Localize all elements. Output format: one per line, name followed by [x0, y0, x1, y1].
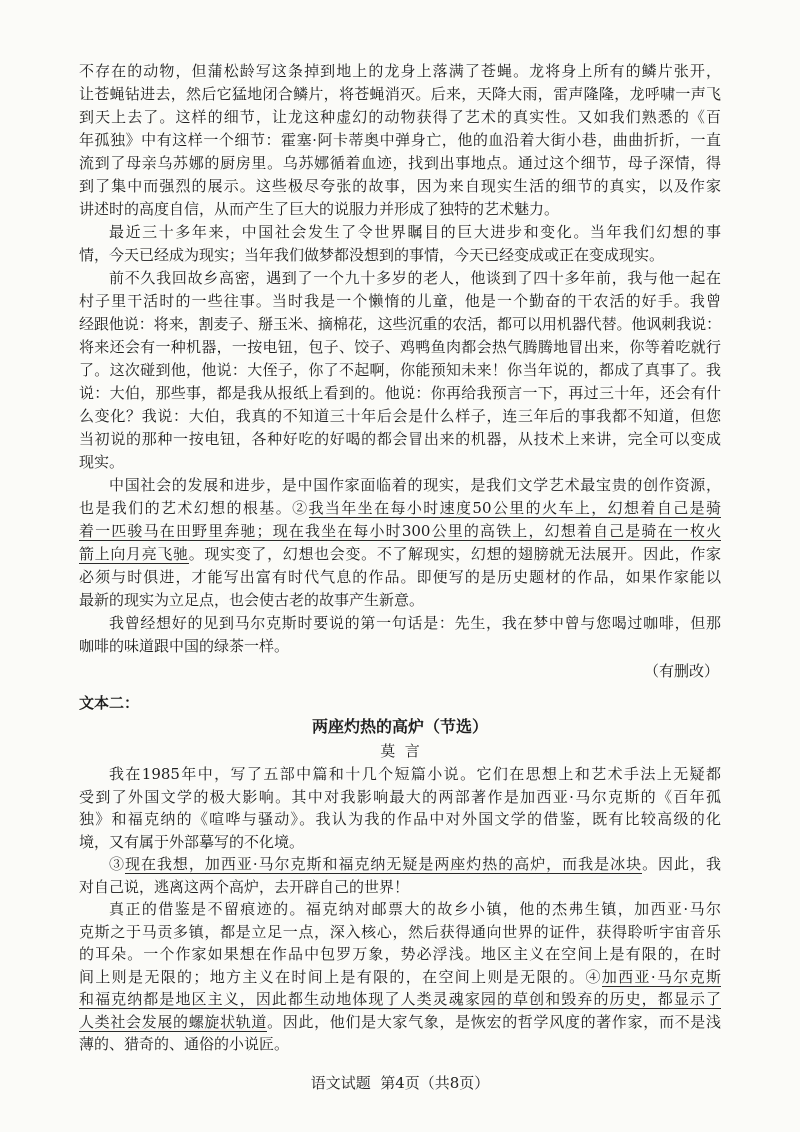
passage-content: [79, 60, 721, 1056]
text-line: [79, 520, 721, 543]
text-line: [79, 1011, 721, 1034]
text-line: [79, 1033, 721, 1056]
text-line: [79, 221, 721, 244]
text-line: [79, 175, 721, 198]
text-run: 。因此，我: [642, 855, 721, 873]
text-run: 说：大伯，那些事，都是我从报纸上看到的。他说：你再给我预言一下，再过三十年，还会有什: [79, 384, 721, 402]
text-run: 到天上去了。这样的细节，让龙这种虚幻的动物获得了艺术的真实性。又如我们熟悉的《百: [79, 108, 721, 126]
text-run: 对自己说，逃离这两个高炉，去开辟自己的世界！: [79, 877, 410, 896]
text-line: [79, 451, 721, 474]
text-line: [79, 267, 721, 290]
text-run: 村子里干活时的一些往事。当时我是一个懒惰的儿童，他是一个勤奋的干农活的好手。我曾: [79, 292, 721, 310]
text-line: [79, 763, 721, 786]
text-run: 将来还会有一种机器，一按电钮，包子、饺子、鸡鸭鱼肉都会热气腾腾地冒出来，你等着吃就行: [79, 338, 721, 356]
text-run: 我曾经想好的见到马尔克斯时要说的第一句话是：先生，我在梦中曾与您喝过咖啡，但那: [109, 614, 721, 632]
text-line: [79, 786, 721, 809]
text-run: 流到了母亲乌苏娜的厨房里。乌苏娜循着血迹，找到出事地点。通过这个细节，母子深情，得: [79, 154, 721, 172]
text-line: [79, 198, 721, 221]
text-run: 薄的、猎奇的、通俗的小说匠。: [79, 1035, 290, 1053]
text-line: [79, 612, 721, 635]
text-line: [79, 474, 721, 497]
text-line: [79, 808, 721, 831]
underlined-sentence: 人类社会发展的螺旋状轨道: [79, 1012, 268, 1031]
text-line: [79, 853, 721, 876]
text-line: [79, 988, 721, 1011]
text-run: 现实。: [79, 453, 125, 471]
text-run: 讲述时的高度自信，从而产生了巨大的说服力并形成了独特的艺术魅力。: [79, 200, 560, 218]
text-line: [79, 428, 721, 451]
underlined-sentence: 现在我想，加西亚·马尔克斯和福克纳无疑是两座灼热的高炉，而我是冰块: [124, 855, 643, 873]
text-run: 真正的借鉴是不留痕迹的。福克纳对邮票大的故乡小镇，他的杰弗生镇，加西亚·马尔: [109, 900, 721, 918]
text-run: 境，又有属于外部摹写的不化境。: [79, 832, 305, 851]
page-footer: 语文试题 第4页（共8页）: [310, 1074, 490, 1092]
paragraph: [79, 474, 721, 612]
underlined-sentence: 我当年坐在每小时速度50公里的火车上，幻想着自己是骑: [308, 499, 721, 517]
text-line: [79, 290, 721, 313]
underlined-sentence: 着一匹骏马在田野里奔驰；现在我坐在每小时300公里的高铁上，幻想着自己是骑在一枚火: [79, 522, 721, 540]
text-line: [79, 83, 721, 106]
text-run: 么变化？我说：大伯，我真的不知道三十年后会是什么样子，连三年后的事我都不知道，但您: [79, 407, 721, 425]
text-line: [79, 60, 721, 83]
paragraph: [79, 898, 721, 1056]
text-two-label: 文本二：: [79, 694, 140, 712]
text-run: 独》和福克纳的《喧哗与骚动》。我认为我的作品中对外国文学的借鉴，既有比较高级的化: [79, 810, 721, 828]
text-line: [79, 152, 721, 175]
text-run: 最新的现实为立足点，也会使古老的故事产生新意。: [79, 591, 425, 609]
text-line: [79, 635, 721, 658]
text-line: [79, 966, 721, 989]
text-line: [79, 898, 721, 921]
text-line: [79, 106, 721, 129]
text-run: 必须与时俱进，才能写出富有时代气息的作品。即便写的是历史题材的作品，如果作家能以: [79, 568, 721, 586]
text-run: 受到了外国文学的极大影响。其中对我影响最大的两部著作是加西亚·马尔克斯的《百年孤: [79, 787, 721, 806]
text-run: 我在1985年中，写了五部中篇和十几个短篇小说。它们在思想上和艺术手法上无疑都: [109, 765, 721, 783]
paragraph: [79, 267, 721, 474]
text-two-author: 莫 言: [380, 742, 420, 760]
text-run: 也是我们的艺术幻想的根基。②: [79, 499, 309, 517]
paragraph: [79, 221, 721, 267]
text-run: 中国社会的发展和进步，是中国作家面临着的现实，是我们文学艺术最宝贵的创作资源，: [109, 476, 721, 494]
text-line: [79, 831, 721, 854]
text-line: [79, 405, 721, 428]
text-run: 最近三十多年来，中国社会发生了令世界瞩目的巨大进步和变化。当年我们幻想的事: [109, 223, 721, 241]
text-line: [79, 497, 721, 520]
underlined-sentence: 加西亚·马尔克斯: [601, 967, 721, 986]
text-line: [79, 943, 721, 966]
source-note: （有删改）: [643, 662, 719, 680]
text-line: [79, 543, 721, 566]
text-run: 。现实变了，幻想也会变。不了解现实，幻想的翅膀就无法展开。因此，作家: [188, 545, 721, 563]
text-two-body: [79, 763, 721, 1056]
text-line: [79, 876, 721, 899]
text-run: 的耳朵。一个作家如果想在作品中包罗万象，势必浮浅。地区主义在空间上是有限的，在时: [79, 945, 721, 963]
text-line: [79, 589, 721, 612]
paragraph: [79, 853, 721, 898]
paragraph: [79, 763, 721, 853]
text-line: [79, 921, 721, 944]
text-run: 让苍蝇钻进去，然后它猛地闭合鳞片，将苍蝇消灭。后来，天降大雨，雷声隆隆，龙呼啸一声飞: [79, 85, 721, 103]
underlined-sentence: 和福克纳都是地区主义，因此都生动地体现了人类灵魂家园的草创和毁弃的历史，都显示了: [79, 990, 721, 1008]
text-run: 不存在的动物，但蒲松龄写这条掉到地上的龙身上落满了苍蝇。龙将身上所有的鳞片张开，: [79, 62, 721, 80]
text-run: 年孤独》中有这样一个细节：霍塞·阿卡蒂奥中弹身亡，他的血沿着大街小巷，曲曲折折，一直: [79, 131, 721, 149]
paragraph: [79, 60, 721, 221]
text-run: 间上则是无限的；地方主义在时间上是有限的，在空间上则是无限的。④: [79, 967, 602, 986]
text-run: 克斯之于马贡多镇，都是立足一点，深入核心，然后获得通向世界的证件，获得聆听宇宙音乐: [79, 922, 721, 941]
text-run: 到了集中而强烈的展示。这些极尽夸张的故事，因为来自现实生活的细节的真实，以及作家: [79, 177, 721, 195]
text-one-body: [79, 60, 721, 658]
text-run: 咖啡的味道跟中国的绿茶一样。: [79, 637, 290, 655]
text-line: [79, 313, 721, 336]
text-run: 经跟他说：将来，割麦子、掰玉米、摘棉花，这些沉重的农活，都可以用机器代替。他讽刺我说：: [79, 315, 721, 333]
text-line: [79, 359, 721, 382]
text-run: 前不久我回故乡高密，遇到了一个九十多岁的老人，他谈到了四十多年前，我与他一起在: [109, 269, 721, 287]
text-run: ③: [109, 855, 125, 873]
text-two-title: 两座灼热的高炉（节选）: [311, 717, 488, 736]
text-line: [79, 382, 721, 405]
text-run: 情，今天已经成为现实；当年我们做梦都没想到的事情，今天已经变成或正在变成现实。: [79, 246, 665, 264]
text-line: [79, 336, 721, 359]
text-run: 当初说的那种一按电钮，各种好吃的好喝的都会冒出来的机器，从技术上来讲，完全可以变成: [79, 430, 721, 448]
text-run: 。因此，他们是大家气象，是恢宏的哲学风度的著作家，而不是浅: [267, 1012, 721, 1031]
text-line: [79, 244, 721, 267]
text-run: 了。这次碰到他，他说：大侄子，你了不起啊，你能预知未来！你当年说的，都成了真事了。我: [79, 361, 721, 379]
text-line: [79, 566, 721, 589]
paragraph: [79, 612, 721, 658]
text-line: [79, 129, 721, 152]
underlined-sentence: 箭上向月亮飞驰: [79, 545, 189, 563]
